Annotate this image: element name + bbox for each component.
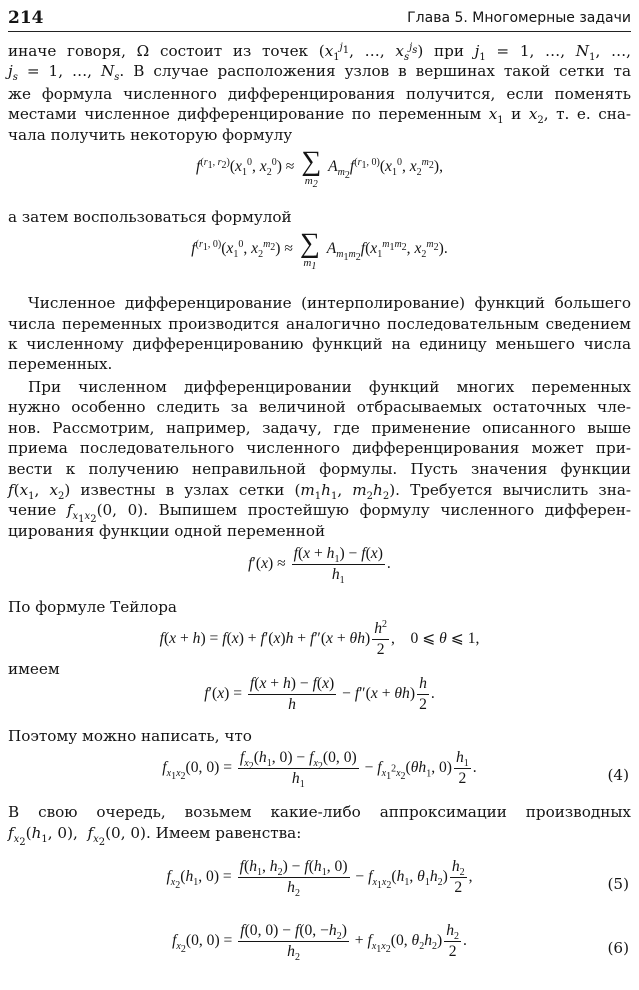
equation-number-4: (4) xyxy=(607,766,629,784)
page-header xyxy=(8,6,631,32)
text-line-7: Численное дифференцирование (интерполирование) функций большего xyxy=(28,294,631,312)
equation-4: f(x + h) = f(x) + f′(x)h + f″(x + θh) $\frac{h^2}{2}$ , 0 ⩽ θ ⩽ 1, xyxy=(159,618,480,658)
text-line-14: приема последовательного численного дифференцирования может при- xyxy=(8,439,631,457)
text-line-9: к численному дифференцированию функций на единицу меньшего числа xyxy=(8,335,631,353)
equation-1: $f^{(r_1, r_2)}(x_1^0$, $x_2^0$) ≈ ∑ $m_2$ $A_{m_2}f^{(r_1, 0)}(x_1^0$, $x_2^{m_2}$), xyxy=(196,146,443,191)
text-line-1: иначе говоря, Ω состоит из точек ($x_1^{j_1}$, …, $x_s^{j_s}$) при $j_1 = 1$, …, $N_1$, …, xyxy=(8,41,631,64)
text-line-5: чала получить некоторую формулу xyxy=(8,126,293,144)
text-line-17: чение $f_{x_1x_2}(0$, 0). Выпишем простейшую формулу численного дифферен- xyxy=(8,501,631,526)
text-line-12: нужно особенно следить за величиной отбрасываемых остаточных чле- xyxy=(8,398,631,416)
chapter-title: Глава 5. Многомерные задачи xyxy=(407,10,631,26)
text-line-16: $f(x_1$, $x_2$) известны в узлах сетки ($m_1h_1$, $m_2h_2$). Требуется вычислить зна- xyxy=(8,481,632,503)
text-line-6: а затем воспользоваться формулой xyxy=(8,208,292,226)
equation-number-6: (6) xyxy=(607,939,629,957)
text-line-10: переменных. xyxy=(8,355,113,373)
equation-5: f′(x) = $\frac{f(x + h) - f(x)}{h}$ − f″(x + θh) $\frac{h}{2}$ . xyxy=(204,675,435,713)
text-line-13: нов. Рассмотрим, например, задачу, где применение описанного выше xyxy=(8,419,631,437)
equation-number-5: (5) xyxy=(607,875,629,893)
text-line-23: $f_{x_2}(h_1$, 0), $f_{x_2}(0$, 0). Имеем равенства: xyxy=(8,824,302,849)
text-line-21: Поэтому можно написать, что xyxy=(8,727,252,745)
text-line-18: цирования функции одной переменной xyxy=(8,522,326,540)
text-line-19: По формуле Тейлора xyxy=(8,598,177,616)
text-line-2: $j_s = 1$, …, $N_s$. В случае расположения узлов в вершинах такой сетки та xyxy=(8,62,631,84)
text-line-3: же формула численного дифференцирования получится, если поменять xyxy=(8,85,631,103)
text-line-11: При численном дифференцировании функций многих переменных xyxy=(28,378,631,396)
equation-2: $f^{(r_1, 0)}(x_1^0$, $x_2^{m_2}$) ≈ ∑ $m_1$ $A_{m_1m_2}f(x_1^{m_1m_2}$, $x_2^{m_2}$). xyxy=(191,228,448,273)
equation-8: $f_{x_2}(0$, 0) = $\frac{f(0, 0) - f(0, -h_2)}{h_2}$ + $f_{x_1x_2}(0$, $\theta_2h_2$) $\frac{h_2}{2}$ . xyxy=(172,922,467,964)
equation-3: f′(x) ≈ $\frac{f(x + h_1) - f(x)}{h_1}$ . xyxy=(248,545,391,587)
page-number: 214 xyxy=(8,8,44,28)
text-line-8: числа переменных производится аналогично последовательным сведением xyxy=(8,315,631,333)
text-line-4: местами численное дифференцирование по переменным $x_1$ и $x_2$, т. е. сна- xyxy=(8,105,632,127)
header-rule xyxy=(8,31,631,32)
text-line-22: В свою очередь, возьмем какие-либо аппроксимации производных xyxy=(8,803,631,821)
equation-7: $f_{x_2}(h_1$, 0) = $\frac{f(h_1, h_2) - f(h_1, 0)}{h_2}$ − $f_{x_1x_2}(h_1$, $\theta_1h_2$) $\frac{h_2}{2}$ , xyxy=(166,858,473,900)
text-line-15: вести к получению неправильной формулы. Пусть значения функции xyxy=(8,460,631,478)
text-line-20: имеем xyxy=(8,660,60,678)
equation-6: $f_{x_1x_2}(0$, 0) = $\frac{f_{x_2}(h_1, 0) - f_{x_2}(0, 0)}{h_1}$ − $f_{x_1^2x_2}(\theta h_1$, 0) $\frac{h_1}{2}$ . xyxy=(162,749,477,791)
